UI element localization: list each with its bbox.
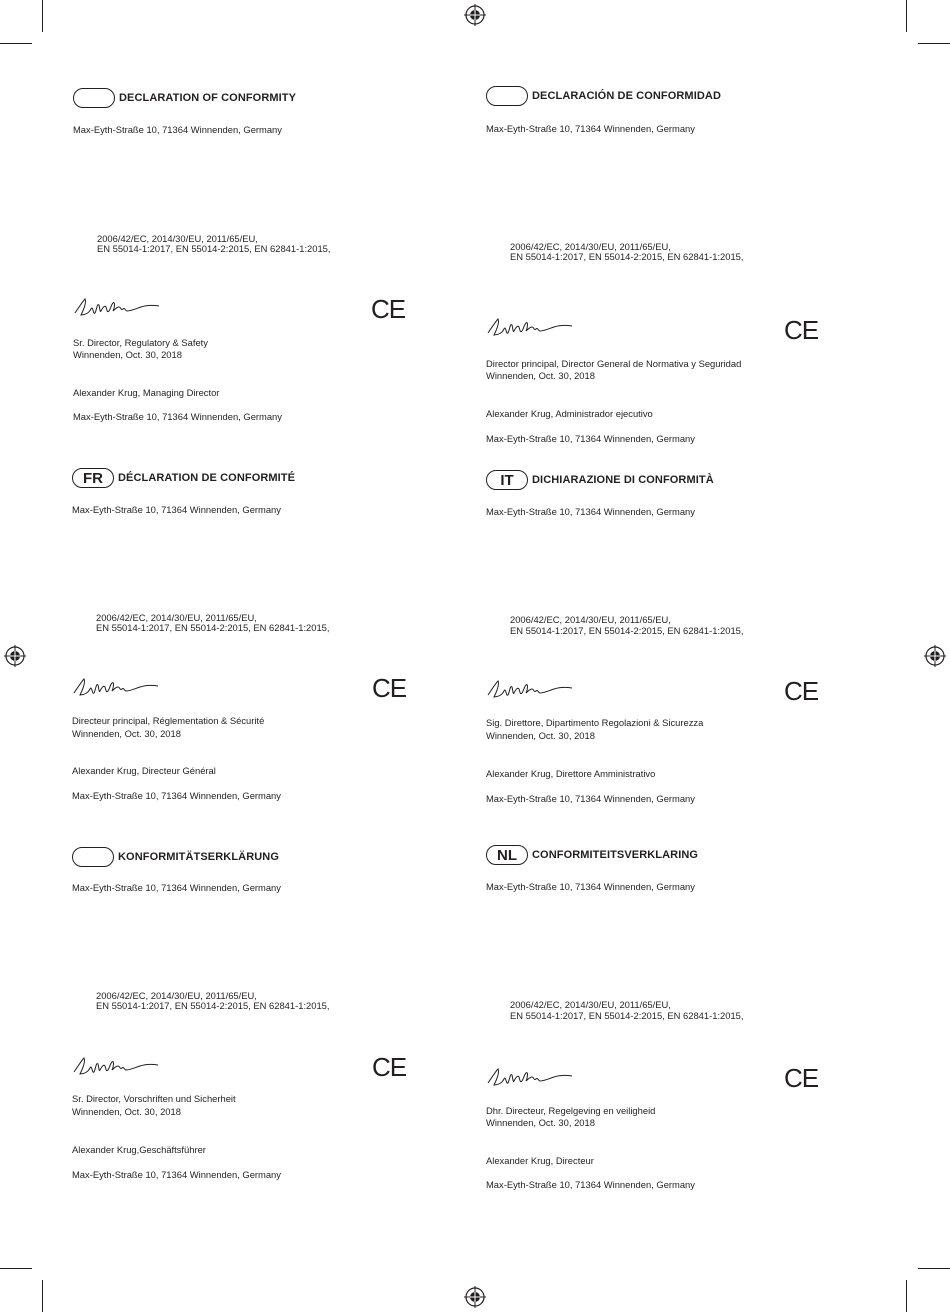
declaration-header [72,467,295,489]
declaration-it [486,469,886,849]
address-bottom: Max-Eyth-Straße 10, 71364 Winnenden, Germany [73,411,282,422]
standards-text: EN 55014-1:2017, EN 55014-2:2015, EN 62841-1:2015, [510,1010,744,1021]
address-top: Max-Eyth-Straße 10, 71364 Winnenden, Germany [72,882,281,893]
crop-mark [906,0,907,32]
signatory-title: Sig. Direttore, Dipartimento Regolazioni & Sicurezza [486,717,704,728]
language-badge [73,88,115,108]
ce-mark: CE [372,1052,407,1082]
declaration-nl [486,844,886,1224]
signature-image [486,313,576,343]
managing-director: Alexander Krug, Administrador ejecutivo [486,408,653,419]
declaration-header [72,846,279,868]
ce-mark: CE [372,673,407,703]
ce-mark: CE [784,1063,819,1093]
crop-mark [0,43,32,44]
declaration-title: CONFORMITEITSVERKLARING [532,849,699,861]
registration-mark-icon [924,645,946,667]
directives-text: 2006/42/EC, 2014/30/EU, 2011/65/EU, [510,614,671,625]
declaration-header [486,469,714,491]
standards-text: EN 55014-1:2017, EN 55014-2:2015, EN 62841-1:2015, [510,625,744,636]
declaration-title: DICHIARAZIONE DI CONFORMITÀ [532,474,714,486]
place-date: Winnenden, Oct. 30, 2018 [72,1106,181,1117]
signature-image [73,293,163,323]
address-bottom: Max-Eyth-Straße 10, 71364 Winnenden, Germany [72,790,281,801]
managing-director: Alexander Krug,Geschäftsführer [72,1144,206,1155]
crop-mark [42,0,43,32]
crop-mark [918,1268,950,1269]
managing-director: Alexander Krug, Direttore Amministrativo [486,768,656,779]
declaration-header [486,85,721,107]
directives-text: 2006/42/EC, 2014/30/EU, 2011/65/EU, [97,233,258,244]
declaration-fr [72,467,472,847]
language-badge: FR [72,468,114,488]
declaration-title: KONFORMITÄTSERKLÄRUNG [118,851,279,863]
address-top: Max-Eyth-Straße 10, 71364 Winnenden, Germany [486,506,695,517]
address-bottom: Max-Eyth-Straße 10, 71364 Winnenden, Germany [486,793,695,804]
directives-text: 2006/42/EC, 2014/30/EU, 2011/65/EU, [510,999,671,1010]
declaration-title: DECLARATION OF CONFORMITY [119,92,297,104]
address-bottom: Max-Eyth-Straße 10, 71364 Winnenden, Germany [72,1169,281,1180]
standards-text: EN 55014-1:2017, EN 55014-2:2015, EN 62841-1:2015, [510,251,744,262]
managing-director: Alexander Krug, Managing Director [73,387,220,398]
crop-mark [0,1268,32,1269]
address-bottom: Max-Eyth-Straße 10, 71364 Winnenden, Germany [486,1179,695,1190]
directives-text: 2006/42/EC, 2014/30/EU, 2011/65/EU, [96,612,257,623]
registration-mark-icon [464,1286,486,1308]
registration-mark-icon [464,4,486,26]
crop-mark [906,1280,907,1312]
place-date: Winnenden, Oct. 30, 2018 [486,1117,595,1128]
signature-image [486,675,576,705]
standards-text: EN 55014-1:2017, EN 55014-2:2015, EN 62841-1:2015, [96,622,330,633]
standards-text: EN 55014-1:2017, EN 55014-2:2015, EN 62841-1:2015, [96,1000,330,1011]
crop-mark [918,43,950,44]
language-badge [72,847,114,867]
signatory-title: Dhr. Directeur, Regelgeving en veiligheid [486,1105,656,1116]
declaration-header [73,87,296,109]
place-date: Winnenden, Oct. 30, 2018 [72,728,181,739]
language-badge: IT [486,470,528,490]
declaration-en [73,87,473,467]
address-top: Max-Eyth-Straße 10, 71364 Winnenden, Germany [72,504,281,515]
declaration-title: DECLARACIÓN DE CONFORMIDAD [532,90,721,102]
managing-director: Alexander Krug, Directeur Général [72,765,216,776]
signature-image [486,1063,576,1093]
address-top: Max-Eyth-Straße 10, 71364 Winnenden, Germany [73,124,282,135]
declaration-header [486,844,698,866]
declaration-de [72,846,472,1226]
standards-text: EN 55014-1:2017, EN 55014-2:2015, EN 62841-1:2015, [97,243,331,254]
directives-text: 2006/42/EC, 2014/30/EU, 2011/65/EU, [510,241,671,252]
signatory-title: Director principal, Director General de Normativa y Seguridad [486,358,742,369]
place-date: Winnenden, Oct. 30, 2018 [73,349,182,360]
language-badge [486,86,528,106]
declaration-title: DÉCLARATION DE CONFORMITÉ [118,472,296,484]
signatory-title: Sr. Director, Vorschriften und Sicherheit [72,1093,236,1104]
ce-mark: CE [784,676,819,706]
language-badge: NL [486,845,528,865]
crop-mark [42,1280,43,1312]
address-top: Max-Eyth-Straße 10, 71364 Winnenden, Germany [486,881,695,892]
ce-mark: CE [784,315,819,345]
signature-image [72,1052,162,1082]
address-top: Max-Eyth-Straße 10, 71364 Winnenden, Germany [486,123,695,134]
directives-text: 2006/42/EC, 2014/30/EU, 2011/65/EU, [96,990,257,1001]
managing-director: Alexander Krug, Directeur [486,1155,594,1166]
place-date: Winnenden, Oct. 30, 2018 [486,370,595,381]
ce-mark: CE [371,294,406,324]
place-date: Winnenden, Oct. 30, 2018 [486,730,595,741]
signatory-title: Directeur principal, Réglementation & Sécurité [72,715,265,726]
signature-image [72,673,162,703]
signatory-title: Sr. Director, Regulatory & Safety [73,337,208,348]
declaration-es [486,85,886,465]
registration-mark-icon [4,645,26,667]
address-bottom: Max-Eyth-Straße 10, 71364 Winnenden, Germany [486,433,695,444]
